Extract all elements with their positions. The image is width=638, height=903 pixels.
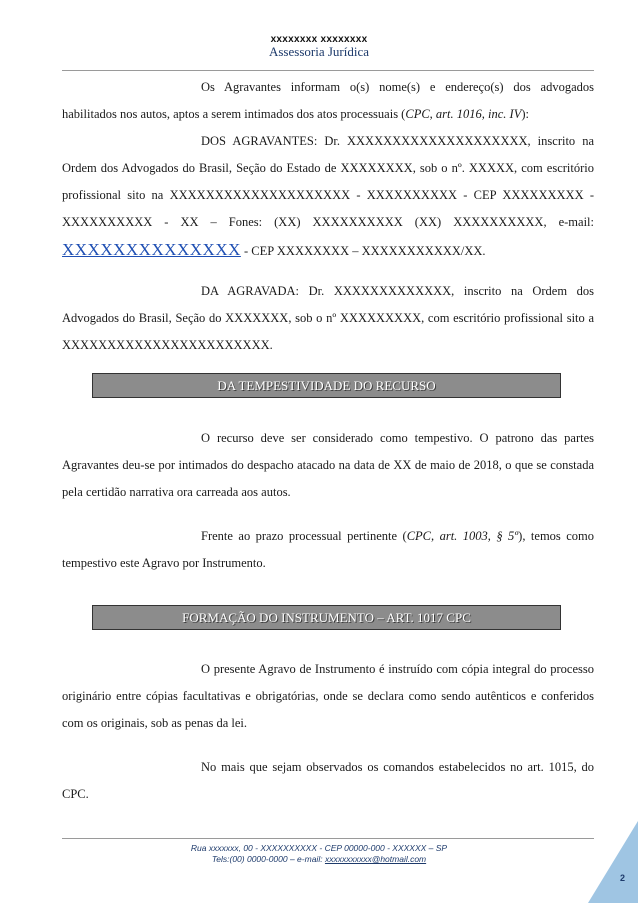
section-heading-formacao: FORMAÇÃO DO INSTRUMENTO – ART. 1017 CPC	[92, 605, 561, 630]
page-corner-decoration	[588, 821, 638, 903]
footer-email-link[interactable]: xxxxxxxxxxx@hotmail.com	[324, 854, 427, 864]
page-footer	[0, 843, 638, 865]
paragraph-advogados: Os Agravantes informam o(s) nome(s) e endereço(s) dos advogados habilitados nos autos, aptos a serem intimados dos atos processuais (CPC, art. 1016, inc. IV):	[62, 80, 594, 121]
paragraph-agravada: DA AGRAVADA: Dr. XXXXXXXXXXXXX, inscrito na Ordem dos Advogados do Brasil, Seção do XXXXXXX, sob o nº XXXXXXXXX, com escritório profissional sito a XXXXXXXXXXXXXXXXXXXXXXX.	[62, 284, 594, 352]
document-body-2	[62, 425, 594, 577]
paragraph-instrumento: O presente Agravo de Instrumento é instruído com cópia integral do processo originário entre cópias facultativas e obrigatórias, onde se declara como sendo autênticos e conferidos com os originais, sob as penas da lei.	[62, 662, 594, 730]
footer-divider	[62, 838, 594, 839]
header-divider	[62, 70, 594, 71]
footer-address: Rua xxxxxxx, 00 - XXXXXXXXXX - CEP 00000-000 - XXXXXX – SP	[190, 843, 448, 853]
page-number: 2	[619, 873, 625, 883]
paragraph-prazo: Frente ao prazo processual pertinente (CPC, art. 1003, § 5º), temos como tempestivo este Agravo por Instrumento.	[62, 529, 595, 570]
paragraph-agravantes: DOS AGRAVANTES: Dr. XXXXXXXXXXXXXXXXXXXX, inscrito na Ordem dos Advogados do Brasil, Seção do Estado de XXXXXXXX, sob o nº. XXXXX, com escritório profissional sito na XXXXXXXXXXXXXXXXXXXX - XXXXXXXXXX - CEP XXXXXXXXX - XXXXXXXXXX - XX – Fones: (XX) XXXXXXXXXX (XX) XXXXXXXXXX, e-mail: XXXXXXXXXXXXXX - CEP XXXXXXXX – XXXXXXXXXXX/XX.	[62, 134, 594, 259]
header-brand: xxxxxxxx xxxxxxxx	[270, 34, 368, 45]
header-subtitle: Assessoria Jurídica	[268, 44, 369, 59]
citation: CPC, art. 1016, inc. IV	[405, 107, 522, 121]
document-body-3	[62, 656, 594, 808]
footer-contact: Tels:(00) 0000-0000 – e-mail: xxxxxxxxxxx@hotmail.com	[211, 854, 427, 864]
section-heading-tempestividade: DA TEMPESTIVIDADE DO RECURSO	[92, 373, 561, 398]
page-header	[0, 34, 638, 59]
paragraph-comandos: No mais que sejam observados os comandos estabelecidos no art. 1015, do CPC.	[62, 760, 594, 801]
citation: CPC, art. 1003, § 5º	[406, 529, 519, 543]
document-body	[62, 74, 594, 359]
email-link[interactable]: XXXXXXXXXXXXXX	[62, 240, 241, 259]
paragraph-tempestivo: O recurso deve ser considerado como tempestivo. O patrono das partes Agravantes deu-se por intimados do despacho atacado na data de XX de maio de 2018, o que se constada pela certidão narrativa ora carreada aos autos.	[62, 431, 594, 499]
